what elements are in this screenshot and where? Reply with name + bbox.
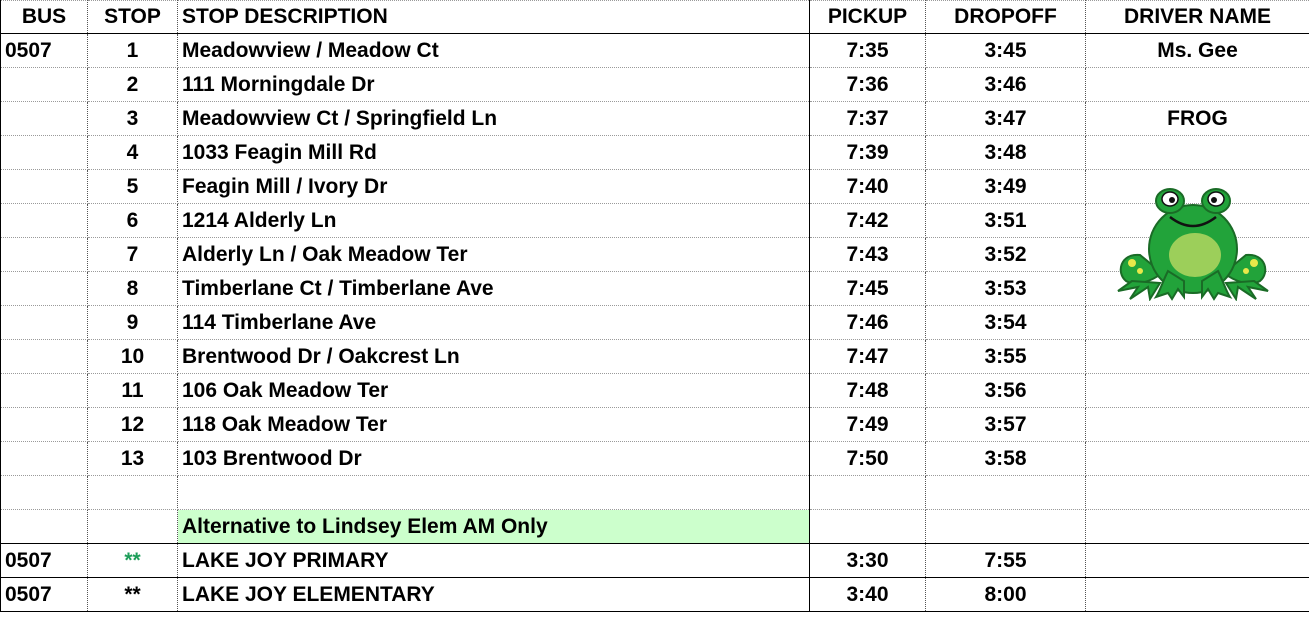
stop-cell: ** — [88, 578, 178, 612]
description-cell: 106 Oak Meadow Ter — [178, 374, 810, 408]
dropoff-cell: 3:51 — [926, 204, 1086, 238]
description-cell: 111 Morningdale Dr — [178, 68, 810, 102]
header-row — [1, 1, 1309, 34]
header-bus: BUS — [1, 1, 88, 34]
bus-cell — [1, 476, 88, 510]
pickup-cell: 7:50 — [810, 442, 926, 476]
description-cell: Meadowview Ct / Springfield Ln — [178, 102, 810, 136]
driver-cell — [1086, 442, 1309, 476]
header-driver-name: DRIVER NAME — [1086, 1, 1309, 34]
description-cell: 1033 Feagin Mill Rd — [178, 136, 810, 170]
pickup-cell: 7:35 — [810, 34, 926, 68]
description-cell: Feagin Mill / Ivory Dr — [178, 170, 810, 204]
driver-cell — [1086, 510, 1309, 544]
description-cell: Brentwood Dr / Oakcrest Ln — [178, 340, 810, 374]
stop-cell: 4 — [88, 136, 178, 170]
description-cell: Alderly Ln / Oak Meadow Ter — [178, 238, 810, 272]
dropoff-cell: 3:45 — [926, 34, 1086, 68]
pickup-cell: 7:49 — [810, 408, 926, 442]
bus-cell — [1, 408, 88, 442]
table-row — [1, 136, 1309, 170]
table-row — [1, 340, 1309, 374]
stop-cell: 2 — [88, 68, 178, 102]
bus-cell — [1, 510, 88, 544]
pickup-cell: 7:48 — [810, 374, 926, 408]
stop-cell: 6 — [88, 204, 178, 238]
driver-cell — [1086, 476, 1309, 510]
description-cell: LAKE JOY ELEMENTARY — [178, 578, 810, 612]
description-cell — [178, 476, 810, 510]
driver-cell — [1086, 306, 1309, 340]
pickup-cell: 7:37 — [810, 102, 926, 136]
bus-cell — [1, 374, 88, 408]
dropoff-cell: 3:46 — [926, 68, 1086, 102]
dropoff-cell: 3:52 — [926, 238, 1086, 272]
driver-cell — [1086, 68, 1309, 102]
header-pickup: PICKUP — [810, 1, 926, 34]
stop-cell: 11 — [88, 374, 178, 408]
table-row — [1, 408, 1309, 442]
pickup-cell: 3:40 — [810, 578, 926, 612]
bus-cell — [1, 306, 88, 340]
bus-cell: 0507 — [1, 544, 88, 578]
dropoff-cell: 3:54 — [926, 306, 1086, 340]
description-cell: 103 Brentwood Dr — [178, 442, 810, 476]
school-row — [1, 544, 1309, 578]
alternative-note: Alternative to Lindsey Elem AM Only — [178, 510, 810, 544]
stop-cell: 10 — [88, 340, 178, 374]
pickup-cell: 7:43 — [810, 238, 926, 272]
alternative-note-row — [1, 510, 1309, 544]
driver-cell — [1086, 544, 1309, 578]
pickup-cell: 7:40 — [810, 170, 926, 204]
blank-row — [1, 476, 1309, 510]
driver-cell — [1086, 578, 1309, 612]
pickup-cell: 3:30 — [810, 544, 926, 578]
frog-illustration — [1112, 183, 1274, 301]
stop-cell — [88, 476, 178, 510]
description-cell: 118 Oak Meadow Ter — [178, 408, 810, 442]
driver-cell — [1086, 408, 1309, 442]
header-stop: STOP — [88, 1, 178, 34]
table-row — [1, 34, 1309, 68]
description-cell: 1214 Alderly Ln — [178, 204, 810, 238]
stop-cell: 13 — [88, 442, 178, 476]
stop-cell: 5 — [88, 170, 178, 204]
pickup-cell: 7:39 — [810, 136, 926, 170]
dropoff-cell: 3:56 — [926, 374, 1086, 408]
stop-cell: 1 — [88, 34, 178, 68]
dropoff-cell — [926, 476, 1086, 510]
dropoff-cell: 3:58 — [926, 442, 1086, 476]
stop-cell: 8 — [88, 272, 178, 306]
header-stop-description: STOP DESCRIPTION — [178, 1, 810, 34]
bus-cell — [1, 238, 88, 272]
header-dropoff: DROPOFF — [926, 1, 1086, 34]
dropoff-cell: 3:55 — [926, 340, 1086, 374]
bus-cell — [1, 340, 88, 374]
stop-cell: 9 — [88, 306, 178, 340]
pickup-cell: 7:45 — [810, 272, 926, 306]
pickup-cell: 7:47 — [810, 340, 926, 374]
table-row — [1, 102, 1309, 136]
table-row — [1, 442, 1309, 476]
bus-cell: 0507 — [1, 578, 88, 612]
driver-cell — [1086, 340, 1309, 374]
dropoff-cell — [926, 510, 1086, 544]
table-row — [1, 306, 1309, 340]
pickup-cell: 7:42 — [810, 204, 926, 238]
description-cell: Meadowview / Meadow Ct — [178, 34, 810, 68]
table-row — [1, 374, 1309, 408]
dropoff-cell: 3:48 — [926, 136, 1086, 170]
bus-cell — [1, 442, 88, 476]
bus-cell — [1, 136, 88, 170]
bus-cell: 0507 — [1, 34, 88, 68]
dropoff-cell: 3:49 — [926, 170, 1086, 204]
pickup-cell: 7:36 — [810, 68, 926, 102]
stop-cell: ** — [88, 544, 178, 578]
dropoff-cell: 8:00 — [926, 578, 1086, 612]
pickup-cell — [810, 476, 926, 510]
driver-cell: Ms. Gee — [1086, 34, 1309, 68]
driver-cell — [1086, 374, 1309, 408]
bus-cell — [1, 170, 88, 204]
school-row — [1, 578, 1309, 612]
bus-cell — [1, 272, 88, 306]
bus-cell — [1, 204, 88, 238]
dropoff-cell: 3:53 — [926, 272, 1086, 306]
driver-cell: FROG — [1086, 102, 1309, 136]
description-cell: 114 Timberlane Ave — [178, 306, 810, 340]
description-cell: Timberlane Ct / Timberlane Ave — [178, 272, 810, 306]
dropoff-cell: 3:47 — [926, 102, 1086, 136]
stop-cell: 7 — [88, 238, 178, 272]
dropoff-cell: 7:55 — [926, 544, 1086, 578]
stop-cell: 3 — [88, 102, 178, 136]
bus-cell — [1, 68, 88, 102]
frog-icon — [1112, 183, 1274, 301]
table-row — [1, 68, 1309, 102]
dropoff-cell: 3:57 — [926, 408, 1086, 442]
driver-cell — [1086, 136, 1309, 170]
pickup-cell — [810, 510, 926, 544]
stop-cell: 12 — [88, 408, 178, 442]
bus-cell — [1, 102, 88, 136]
pickup-cell: 7:46 — [810, 306, 926, 340]
description-cell: LAKE JOY PRIMARY — [178, 544, 810, 578]
stop-cell — [88, 510, 178, 544]
